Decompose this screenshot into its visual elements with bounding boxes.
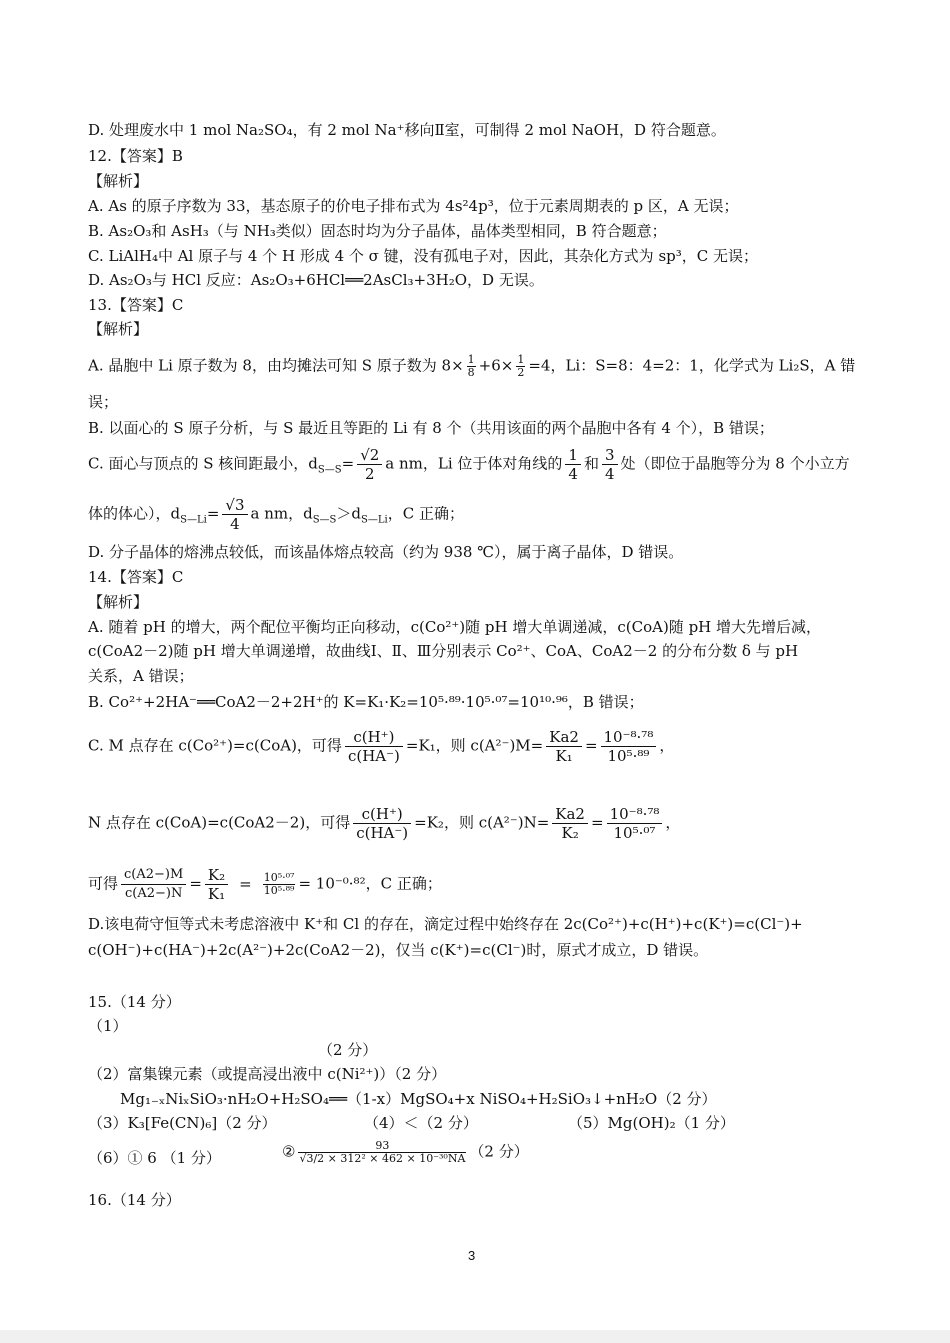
denominator: 4 [568, 465, 578, 483]
text-line: C. LiAlH₄中 Al 原子与 4 个 H 形成 4 个 σ 键，没有孤电子对，因此，其杂化方式为 sp³，C 无误； [88, 247, 759, 265]
numerator: 3 [602, 446, 618, 465]
fraction [546, 728, 582, 765]
fraction [602, 446, 618, 483]
text-segment: 处（即位于晶胞等分为 8 个小立方 [620, 454, 850, 473]
text-segment: A. 晶胞中 Li 原子数为 8，由均摊法可知 S 原子数为 8× [88, 356, 464, 375]
denominator: 10⁵·⁰⁷ [613, 824, 656, 842]
text-segment: 和 [583, 454, 599, 473]
fraction [565, 446, 581, 483]
text-line: c(CoA2－2)随 pH 增大单调递增，故曲线Ⅰ、Ⅱ、Ⅲ分别表示 Co²⁺、CoA、CoA2－2 的分布分数 δ 与 pH [88, 642, 799, 660]
fraction [357, 446, 382, 483]
text-line: （4）＜（2 分） [364, 1114, 478, 1132]
text-segment: 可得 [88, 874, 119, 893]
text-line [88, 354, 855, 379]
text-line [282, 1140, 529, 1165]
subscript: S—Li [361, 514, 388, 526]
text-segment: = [584, 736, 598, 755]
denominator: 4 [230, 515, 240, 533]
denominator: 10⁵·⁸⁹ [607, 747, 650, 765]
circled-number: ② [282, 1142, 296, 1161]
text-segment: 体的体心），d [88, 504, 181, 523]
text-line: c(OH⁻)+c(HA⁻)+2c(A²⁻)+2c(CoA2－2)，仅当 c(K⁺)=c(Cl⁻)时，原式才成立，D 错误。 [88, 941, 709, 959]
fraction [121, 866, 186, 903]
denominator: √3/2 × 312² × 462 × 10⁻³⁰NA [299, 1152, 466, 1165]
text-segment: = [189, 874, 202, 893]
denominator: c(A2−)N [124, 886, 183, 901]
bottom-strip [0, 1330, 950, 1343]
text-segment: ＞d [336, 504, 362, 523]
text-segment: =K₁，则 c(A²⁻)M= [405, 736, 544, 755]
text-line [88, 866, 442, 903]
analysis-heading: 【解析】 [88, 320, 149, 338]
numerator: Ka2 [546, 728, 582, 747]
fraction [552, 805, 588, 842]
text-segment: a nm，d [250, 504, 313, 523]
denominator: 8 [467, 366, 475, 379]
subscript: S—Li [180, 514, 207, 526]
text-segment: ，C 正确； [387, 504, 464, 523]
numerator: 10⁻⁸·⁷⁸ [601, 728, 657, 747]
denominator: 10⁵·⁸⁹ [263, 884, 295, 897]
fraction [516, 354, 525, 379]
numerator: √2 [357, 446, 382, 465]
numerator: 1 [517, 353, 525, 366]
subscript: S—S [312, 514, 337, 526]
analysis-heading: 【解析】 [88, 593, 149, 611]
denominator: 2 [364, 465, 375, 483]
text-line [88, 446, 850, 483]
text-line: Mg₁₋ₓNiₓSiO₃·nH₂O+H₂SO₄══（1-x）MgSO₄+x NiSO₄+H₂SiO₃↓+nH₂O（2 分） [120, 1090, 717, 1108]
text-line: A. 随着 pH 的增大，两个配位平衡均正向移动，c(Co²⁺)随 pH 增大单调递减，c(CoA)随 pH 增大先增后减， [88, 618, 822, 636]
text-segment: （2 分） [469, 1142, 529, 1161]
text-segment: +6× [478, 356, 514, 375]
fraction [607, 805, 663, 842]
text-line: B. As₂O₃和 AsH₃（与 NH₃类似）固态时均为分子晶体，晶体类型相同，B 符合题意； [88, 222, 667, 240]
text-line: D. As₂O₃与 HCl 反应：As₂O₃+6HCl══2AsCl₃+3H₂O，D 无误。 [88, 271, 544, 289]
text-line: D. 处理废水中 1 mol Na₂SO₄，有 2 mol Na⁺移向Ⅱ室，可制得 2 mol NaOH，D 符合题意。 [88, 121, 726, 139]
text-line: （3）K₃[Fe(CN)₆]（2 分） [88, 1114, 277, 1132]
fraction [467, 354, 476, 379]
answer-heading: 14.【答案】C [88, 568, 184, 586]
fraction [205, 866, 228, 903]
fraction [263, 872, 296, 897]
fraction [601, 728, 657, 765]
answer-heading: 12.【答案】B [88, 147, 183, 165]
question-heading: 16.（14 分） [88, 1191, 181, 1209]
denominator: 2 [517, 366, 525, 379]
text-line: （6）① 6 （1 分） [88, 1149, 221, 1167]
fraction [353, 805, 411, 842]
subscript: S—S [317, 464, 342, 476]
text-line: D. 分子晶体的熔沸点较低，而该晶体熔点较高（约为 938 ℃），属于离子晶体，D 错误。 [88, 543, 684, 561]
numerator: c(A2−)M [121, 866, 186, 885]
text-segment: =4，Li：S=8：4=2：1，化学式为 Li₂S，A 错 [528, 356, 856, 375]
text-segment: a nm，Li 位于体对角线的 [385, 454, 563, 473]
text-line: （2）富集镍元素（或提高浸出液中 c(Ni²⁺)）（2 分） [88, 1065, 447, 1083]
numerator: 1 [565, 446, 581, 465]
equals: = [341, 454, 355, 473]
text-line: 关系，A 错误； [88, 667, 194, 685]
text-line: B. 以面心的 S 原子分析，与 S 最近且等距的 Li 有 8 个（共用该面的两个晶胞中各有 4 个），B 错误； [88, 419, 774, 437]
text-line [88, 805, 680, 842]
text-line [88, 496, 464, 533]
numerator: √3 [222, 496, 247, 515]
text-segment: ， [665, 813, 681, 832]
denominator: 4 [604, 465, 615, 483]
denominator: c(HA⁻) [347, 747, 400, 765]
numerator: 1 [467, 353, 475, 366]
text-line [88, 728, 674, 765]
question-heading: 15.（14 分） [88, 993, 181, 1011]
numerator: K₂ [205, 866, 228, 885]
text-line: （2 分） [318, 1041, 378, 1059]
text-segment: = [590, 813, 604, 832]
answer-heading: 13.【答案】C [88, 296, 184, 314]
numerator: 93 [298, 1140, 466, 1153]
text-line: A. As 的原子序数为 33，基态原子的价电子排布式为 4s²4p³，位于元素周期表的 p 区，A 无误； [88, 197, 739, 215]
text-segment: C. M 点存在 c(Co²⁺)=c(CoA)，可得 [88, 736, 342, 755]
denominator: K₁ [207, 885, 226, 903]
numerator: 10⁵·⁰⁷ [263, 871, 295, 884]
text-segment: ， [659, 736, 675, 755]
numerator: c(H⁺) [345, 728, 403, 747]
text-segment: C. 面心与顶点的 S 核间距最小，d [88, 454, 318, 473]
text-segment: = [239, 874, 252, 893]
text-line: B. Co²⁺+2HA⁻══CoA2－2+2H⁺的 K=K₁·K₂=10⁵·⁸⁹·10⁵·⁰⁷=10¹⁰·⁹⁶，B 错误； [88, 693, 644, 711]
denominator: K₂ [561, 824, 579, 842]
text-segment: = 10⁻⁰·⁸²，C 正确； [298, 874, 442, 893]
text-line: （5）Mg(OH)₂（1 分） [568, 1114, 735, 1132]
fraction [345, 728, 403, 765]
page-number: 3 [468, 1248, 476, 1263]
analysis-heading: 【解析】 [88, 172, 149, 190]
equals: = [206, 504, 220, 523]
numerator: 10⁻⁸·⁷⁸ [607, 805, 663, 824]
fraction [298, 1140, 466, 1165]
denominator: c(HA⁻) [356, 824, 409, 842]
text-line: （1） [88, 1017, 128, 1035]
denominator: K₁ [555, 747, 573, 765]
text-line: D.该电荷守恒等式未考虑溶液中 K⁺和 Cl 的存在，滴定过程中始终存在 2c(Co²⁺)+c(H⁺)+c(K⁺)=c(Cl⁻)+ [88, 915, 803, 933]
numerator: c(H⁺) [353, 805, 411, 824]
text-segment: N 点存在 c(CoA)=c(CoA2－2)，可得 [88, 813, 351, 832]
numerator: Ka2 [552, 805, 588, 824]
fraction [222, 496, 247, 533]
text-segment: =K₂，则 c(A²⁻)N= [414, 813, 550, 832]
text-line: 误； [88, 393, 119, 411]
